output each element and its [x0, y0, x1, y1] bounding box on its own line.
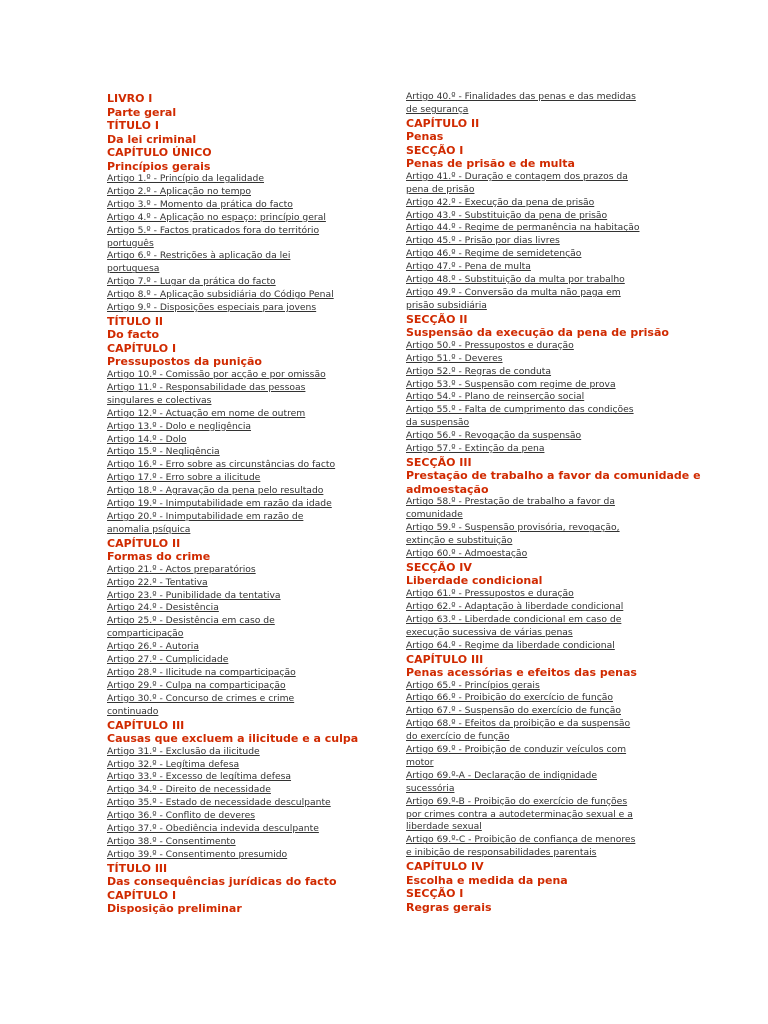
toc-link-artigo-35-estado-de-necessidade-desculpa[interactable]: Artigo 35.º - Estado de necessidade desculpante: [107, 797, 331, 809]
toc-link-artigo-2-aplicacao-no-tempo[interactable]: Artigo 2.º - Aplicação no tempo: [107, 185, 251, 197]
toc-link-artigo-66-proibicao-do-exercicio-de-func[interactable]: Artigo 66.º - Proibição do exercício de função: [406, 692, 614, 704]
toc-link-artigo-15-negligencia[interactable]: Artigo 15.º - Negligência: [107, 446, 220, 458]
toc-link-artigo-33-excesso-de-legitima-defesa[interactable]: Artigo 33.º - Excesso de legítima defesa: [107, 771, 292, 783]
toc-link-artigo-56-revogacao-da-suspensao[interactable]: Artigo 56.º - Revogação da suspensão: [406, 430, 582, 442]
toc-link-artigo-60-admoestacao[interactable]: Artigo 60.º - Admoestação: [406, 548, 528, 560]
toc-link-artigo-36-conflito-de-deveres[interactable]: Artigo 36.º - Conflito de deveres: [107, 810, 256, 822]
toc-link-artigo-16-erro-sobre-as-circunstancias-d[interactable]: Artigo 16.º - Erro sobre as circunstâncias do facto: [107, 459, 336, 471]
toc-link-artigo-8-aplicacao-subsidiaria-do-codigo[interactable]: Artigo 8.º - Aplicação subsidiária do Código Penal: [107, 289, 334, 301]
toc-link-artigo-29-culpa-na-comparticipacao[interactable]: Artigo 29.º - Culpa na comparticipação: [107, 679, 286, 691]
toc-link-artigo-63-liberdade-condicional-em-caso-[interactable]: Artigo 63.º - Liberdade condicional em caso de execução sucessiva de várias penas: [406, 613, 622, 638]
toc-link-artigo-65-principios-gerais[interactable]: Artigo 65.º - Princípios gerais: [406, 679, 540, 691]
section-heading-do-facto: Do facto: [107, 328, 160, 342]
toc-link-artigo-37-obediencia-indevida-desculpant[interactable]: Artigo 37.º - Obediência indevida desculpante: [107, 823, 319, 835]
toc-link-artigo-4-aplicacao-no-espaco-principio-g[interactable]: Artigo 4.º - Aplicação no espaço: princípio geral: [107, 211, 326, 223]
toc-link-artigo-17-erro-sobre-a-ilicitude[interactable]: Artigo 17.º - Erro sobre a ilicitude: [107, 472, 261, 484]
toc-link-artigo-44-regime-de-permanencia-na-habit[interactable]: Artigo 44.º - Regime de permanência na habitação: [406, 222, 640, 234]
toc-link-artigo-28-ilicitude-na-comparticipacao[interactable]: Artigo 28.º - Ilicitude na comparticipação: [107, 667, 296, 678]
toc-link-artigo-6-restricoes-a-aplicacao-da-lei[interactable]: Artigo 6.º - Restrições à aplicação da lei portuguesa: [107, 250, 291, 275]
section-heading-capitulo-ii: CAPÍTULO II: [406, 116, 480, 130]
section-heading-regras-gerais: Regras gerais: [406, 900, 492, 914]
section-heading-capitulo-i: CAPÍTULO I: [107, 341, 177, 355]
toc-link-artigo-46-regime-de-semidetencao[interactable]: Artigo 46.º - Regime de semidetenção: [406, 248, 582, 260]
toc-link-artigo-19-inimputabilidade-em-razao-da-i[interactable]: Artigo 19.º - Inimputabilidade em razão da idade: [107, 498, 332, 510]
toc-link-artigo-67-suspensao-do-exercicio-de-func[interactable]: Artigo 67.º - Suspensão do exercício de função: [406, 705, 621, 717]
toc-link-artigo-3-momento-da-pratica-do-facto[interactable]: Artigo 3.º - Momento da prática do facto: [107, 198, 293, 210]
toc-link-artigo-31-exclusao-da-ilicitude[interactable]: Artigo 31.º - Exclusão da ilicitude: [107, 745, 260, 757]
section-heading-titulo-i: TÍTULO I: [107, 119, 159, 132]
toc-link-artigo-10-comissao-por-accao-e-por-omiss[interactable]: Artigo 10.º - Comissão por acção e por omissão: [107, 368, 326, 380]
section-heading-penas: Penas: [406, 130, 444, 144]
toc-link-artigo-57-extincao-da-pena[interactable]: Artigo 57.º - Extinção da pena: [406, 443, 545, 455]
section-heading-parte-geral: Parte geral: [107, 105, 177, 119]
toc-link-artigo-59-suspensao-provisoria-revogacao[interactable]: Artigo 59.º - Suspensão provisória, revogação, extinção e substituição: [406, 522, 620, 547]
toc-link-artigo-55-falta-de-cumprimento-das-condi[interactable]: Artigo 55.º - Falta de cumprimento das condições da suspensão: [406, 404, 634, 429]
toc-link-artigo-45-prisao-por-dias-livres[interactable]: Artigo 45.º - Prisão por dias livres: [406, 235, 560, 247]
toc-link-artigo-11-responsabilidade-das-pessoas[interactable]: Artigo 11.º - Responsabilidade das pessoas singulares e colectivas: [107, 381, 306, 406]
section-heading-disposicao-preliminar: Disposição preliminar: [107, 902, 242, 916]
toc-link-artigo-12-actuacao-em-nome-de-outrem[interactable]: Artigo 12.º - Actuação em nome de outrem: [107, 407, 306, 419]
toc-link-artigo-39-consentimento-presumido[interactable]: Artigo 39.º - Consentimento presumido: [107, 848, 288, 860]
section-heading-capitulo-iii: CAPÍTULO III: [107, 718, 185, 732]
toc-link-artigo-18-agravacao-da-pena-pelo-resulta[interactable]: Artigo 18.º - Agravação da pena pelo resultado: [107, 485, 324, 497]
section-heading-causas-que-excluem-a-ilicitude-e-a-culpa: Causas que excluem a ilicitude e a culpa: [107, 732, 359, 746]
section-heading-seccao-i: SECÇÃO I: [406, 887, 464, 901]
toc-link-artigo-54-plano-de-reinsercao-social[interactable]: Artigo 54.º - Plano de reinserção social: [406, 391, 585, 403]
toc-link-artigo-9-disposicoes-especiais-para-jove[interactable]: Artigo 9.º - Disposições especiais para jovens: [107, 302, 317, 314]
toc-link-artigo-7-lugar-da-pratica-do-facto[interactable]: Artigo 7.º - Lugar da prática do facto: [107, 276, 276, 288]
toc-link-artigo-69-a-declaracao-de-indignidade[interactable]: Artigo 69.º-A - Declaração de indignidade sucessória: [406, 769, 597, 794]
toc-link-artigo-21-actos-preparatorios[interactable]: Artigo 21.º - Actos preparatórios: [107, 563, 256, 575]
section-heading-seccao-i: SECÇÃO I: [406, 143, 464, 157]
section-heading-das-consequencias-juridicas-do-facto: Das consequências jurídicas do facto: [107, 875, 337, 889]
toc-link-artigo-61-pressupostos-e-duracao[interactable]: Artigo 61.º - Pressupostos e duração: [406, 587, 574, 599]
section-heading-suspensao-da-execucao-da-pena-de-prisao: Suspensão da execução da pena de prisão: [406, 326, 669, 340]
toc-link-artigo-38-consentimento[interactable]: Artigo 38.º - Consentimento: [107, 835, 236, 847]
toc-link-artigo-50-pressupostos-e-duracao[interactable]: Artigo 50.º - Pressupostos e duração: [406, 339, 574, 351]
toc-link-artigo-49-conversao-da-multa-nao-paga-em[interactable]: Artigo 49.º - Conversão da multa não paga em prisão subsidiária: [406, 286, 621, 311]
section-heading-capitulo-iii: CAPÍTULO III: [406, 652, 484, 666]
section-heading-da-lei-criminal: Da lei criminal: [107, 132, 197, 146]
toc-link-artigo-69-b-proibicao-do-exercicio-de-fu[interactable]: Artigo 69.º-B - Proibição do exercício de funções por crimes contra a autodeterminação sexual e a liberdade sexual: [406, 795, 633, 833]
section-heading-capitulo-iv: CAPÍTULO IV: [406, 860, 484, 874]
section-heading-pressupostos-da-punicao: Pressupostos da punição: [107, 355, 262, 369]
toc-link-artigo-64-regime-da-liberdade-condiciona[interactable]: Artigo 64.º - Regime da liberdade condicional: [406, 639, 615, 651]
toc-link-artigo-62-adaptacao-a-liberdade-condicio[interactable]: Artigo 62.º - Adaptação à liberdade condicional: [406, 600, 624, 612]
toc-link-artigo-69-proibicao-de-conduzir-veiculos[interactable]: Artigo 69.º - Proibição de conduzir veículos com motor: [406, 744, 627, 768]
toc-link-artigo-20-inimputabilidade-em-razao-de[interactable]: Artigo 20.º - Inimputabilidade em razão de anomalia psíquica: [107, 510, 304, 535]
section-heading-escolha-e-medida-da-pena: Escolha e medida da pena: [406, 873, 568, 887]
toc-link-artigo-23-punibilidade-da-tentativa[interactable]: Artigo 23.º - Punibilidade da tentativa: [107, 589, 281, 601]
toc-link-artigo-68-efeitos-da-proibicao-e-da-susp[interactable]: Artigo 68.º - Efeitos da proibição e da suspensão do exercício de função: [406, 718, 631, 743]
section-heading-liberdade-condicional: Liberdade condicional: [406, 574, 543, 588]
toc-link-artigo-58-prestacao-de-trabalho-a-favor-[interactable]: Artigo 58.º - Prestação de trabalho a favor da comunidade: [406, 496, 615, 521]
section-heading-titulo-iii: TÍTULO III: [107, 861, 168, 875]
toc-link-artigo-48-substituicao-da-multa-por-trab[interactable]: Artigo 48.º - Substituição da multa por trabalho: [406, 274, 625, 286]
section-heading-seccao-ii: SECÇÃO II: [406, 312, 468, 326]
section-heading-capitulo-unico: CAPÍTULO ÚNICO: [107, 146, 212, 159]
toc-link-artigo-13-dolo-e-negligencia[interactable]: Artigo 13.º - Dolo e negligência: [107, 420, 252, 432]
toc-link-artigo-43-substituicao-da-pena-de-prisao[interactable]: Artigo 43.º - Substituição da pena de prisão: [406, 209, 608, 221]
section-heading-seccao-iii: SECÇÃO III: [406, 455, 472, 469]
toc-link-artigo-32-legitima-defesa[interactable]: Artigo 32.º - Legítima defesa: [107, 758, 240, 770]
toc-link-artigo-52-regras-de-conduta[interactable]: Artigo 52.º - Regras de conduta: [406, 365, 552, 377]
toc-link-artigo-53-suspensao-com-regime-de-prova[interactable]: Artigo 53.º - Suspensão com regime de prova: [406, 378, 616, 390]
toc-right-column: [406, 91, 706, 914]
toc-link-artigo-69-c-proibicao-de-confianca-de-me[interactable]: Artigo 69.º-C - Proibição de confiança de menores e inibição de responsabilidades parentais: [406, 834, 636, 859]
toc-link-artigo-22-tentativa[interactable]: Artigo 22.º - Tentativa: [107, 576, 208, 588]
section-heading-penas-acessorias-e-efeitos-das-penas: Penas acessórias e efeitos das penas: [406, 666, 637, 679]
section-heading-seccao-iv: SECÇÃO IV: [406, 560, 472, 574]
toc-link-artigo-27-cumplicidade[interactable]: Artigo 27.º - Cumplicidade: [107, 654, 229, 666]
toc-link-artigo-1-principio-da-legalidade[interactable]: Artigo 1.º - Princípio da legalidade: [107, 173, 265, 184]
toc-link-artigo-47-pena-de-multa[interactable]: Artigo 47.º - Pena de multa: [406, 261, 531, 273]
section-heading-prestacao-de-trabalho-a-favor-da-comunid: Prestação de trabalho a favor da comunidade e admoestação: [406, 469, 701, 496]
toc-link-artigo-25-desistencia-em-caso-de[interactable]: Artigo 25.º - Desistência em caso de comparticipação: [107, 615, 275, 640]
section-heading-capitulo-i: CAPÍTULO I: [107, 888, 177, 902]
section-heading-titulo-ii: TÍTULO II: [107, 314, 164, 328]
section-heading-formas-do-crime: Formas do crime: [107, 550, 211, 564]
toc-link-artigo-14-dolo[interactable]: Artigo 14.º - Dolo: [107, 433, 187, 445]
toc-link-artigo-24-desistencia[interactable]: Artigo 24.º - Desistência: [107, 602, 219, 614]
toc-link-artigo-42-execucao-da-pena-de-prisao[interactable]: Artigo 42.º - Execução da pena de prisão: [406, 196, 595, 208]
toc-link-artigo-30-concurso-de-crimes-e-crime[interactable]: Artigo 30.º - Concurso de crimes e crime continuado: [107, 692, 295, 717]
section-heading-penas-de-prisao-e-de-multa: Penas de prisão e de multa: [406, 157, 575, 171]
toc-left-column: [107, 92, 407, 916]
section-heading-capitulo-ii: CAPÍTULO II: [107, 536, 181, 550]
toc-link-artigo-34-direito-de-necessidade[interactable]: Artigo 34.º - Direito de necessidade: [107, 784, 271, 796]
section-heading-livro-i: LIVRO I: [107, 92, 153, 105]
toc-link-artigo-41-duracao-e-contagem-dos-prazos-[interactable]: Artigo 41.º - Duração e contagem dos prazos da pena de prisão: [406, 170, 628, 195]
toc-link-artigo-40-finalidades-das-penas-e-das-me[interactable]: Artigo 40.º - Finalidades das penas e das medidas de segurança: [406, 91, 636, 115]
toc-link-artigo-26-autoria[interactable]: Artigo 26.º - Autoria: [107, 641, 199, 653]
toc-link-artigo-51-deveres[interactable]: Artigo 51.º - Deveres: [406, 352, 503, 364]
toc-link-artigo-5-factos-praticados-fora-do-terri[interactable]: Artigo 5.º - Factos praticados fora do território português: [107, 224, 320, 249]
section-heading-principios-gerais: Princípios gerais: [107, 159, 211, 173]
